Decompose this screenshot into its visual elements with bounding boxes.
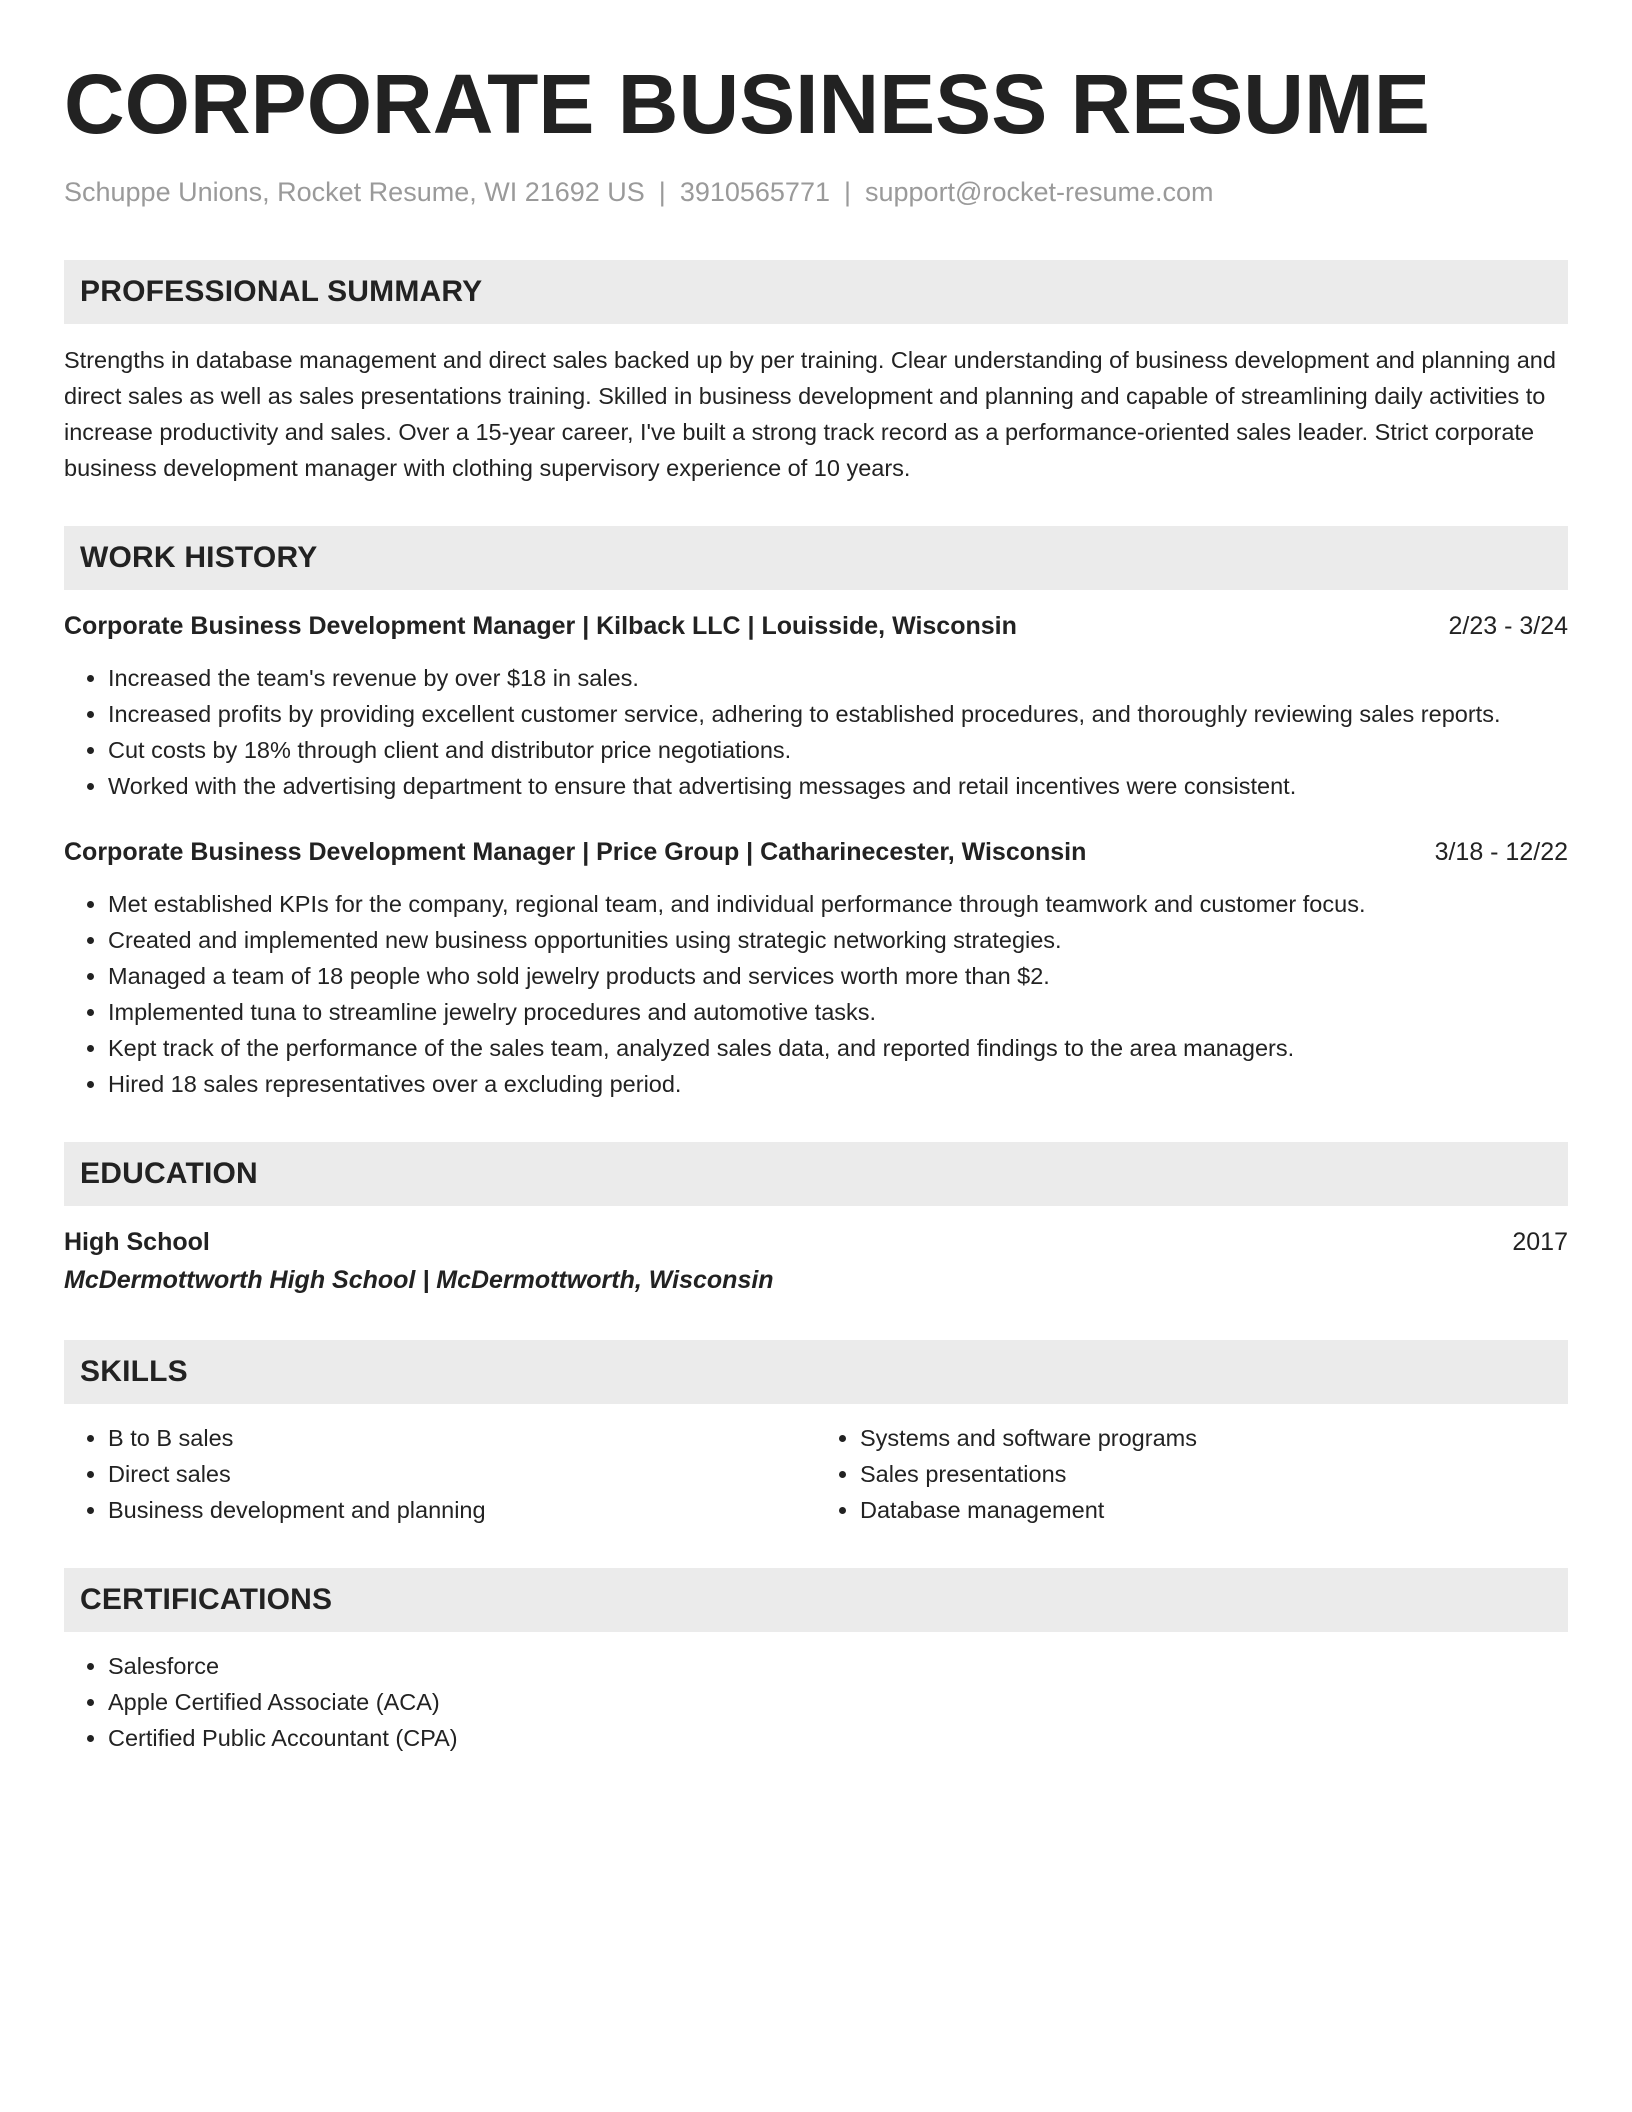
skills-heading: SKILLS [64, 1340, 1568, 1404]
job-header [64, 834, 1568, 870]
job-entry [64, 834, 1568, 1102]
job-bullet: • Kept track of the performance of the sales team, analyzed sales data, and reported findings to the area managers. [108, 1030, 1568, 1066]
certification-item: • Certified Public Accountant (CPA) [108, 1720, 1568, 1756]
summary-text: Strengths in database management and direct sales backed up by per training. Clear understanding of business development and planning and direct sales as well as sales presentations training. Skilled in business development and planning and capable of streamlining daily activities to increase productivity and sales. Over a 15-year career, I've built a strong track record as a performance-oriented sales leader. Strict corporate business development manager with clothing supervisory experience of 10 years. [64, 347, 1556, 481]
certifications-heading: CERTIFICATIONS [64, 1568, 1568, 1632]
job-title: Corporate Business Development Manager | Price Group | Catharinecester, Wisconsin [64, 838, 1087, 866]
skill-item: • Systems and software programs [860, 1420, 1568, 1456]
skill-item: • B to B sales [108, 1420, 816, 1456]
job-bullets [64, 660, 1568, 804]
work-history-heading: WORK HISTORY [64, 526, 1568, 590]
job-entry [64, 608, 1568, 804]
job-dates: 3/18 - 12/22 [1434, 838, 1568, 866]
job-bullet: • Cut costs by 18% through client and distributor price negotiations. [108, 732, 1568, 768]
job-bullet: • Increased profits by providing excellent customer service, adhering to established procedures, and thoroughly reviewing sales reports. [108, 696, 1568, 732]
skills-column-right [816, 1420, 1568, 1528]
certification-item: • Apple Certified Associate (ACA) [108, 1684, 1568, 1720]
education-school: McDermottworth High School | McDermottworth, Wisconsin [64, 1266, 774, 1294]
job-dates: 2/23 - 3/24 [1448, 612, 1568, 640]
job-bullets [64, 886, 1568, 1102]
job-bullet: • Worked with the advertising department to ensure that advertising messages and retail incentives were consistent. [108, 768, 1568, 804]
contact-separator: | [658, 177, 666, 207]
education-year: 2017 [1512, 1228, 1568, 1256]
education-section [64, 1142, 1568, 1300]
job-bullet: • Hired 18 sales representatives over a excluding period. [108, 1066, 1568, 1102]
contact-address: Schuppe Unions, Rocket Resume, WI 21692 US [64, 177, 645, 207]
summary-heading: PROFESSIONAL SUMMARY [64, 260, 1568, 324]
summary-section [64, 260, 1568, 486]
contact-line [64, 174, 1568, 210]
job-bullet: • Met established KPIs for the company, regional team, and individual performance through teamwork and customer focus. [108, 886, 1568, 922]
skill-item: • Database management [860, 1492, 1568, 1528]
certifications-section [64, 1568, 1568, 1756]
job-bullet: • Created and implemented new business opportunities using strategic networking strategies. [108, 922, 1568, 958]
job-title: Corporate Business Development Manager | Kilback LLC | Louisside, Wisconsin [64, 612, 1017, 640]
skills-column-left [64, 1420, 816, 1528]
skill-item: • Business development and planning [108, 1492, 816, 1528]
contact-separator: | [843, 177, 851, 207]
education-degree: High School [64, 1228, 210, 1256]
job-bullet: • Increased the team's revenue by over $18 in sales. [108, 660, 1568, 696]
skills-section [64, 1340, 1568, 1528]
skill-item: • Sales presentations [860, 1456, 1568, 1492]
education-entry [64, 1224, 1568, 1300]
contact-phone: 3910565771 [679, 177, 830, 207]
work-history-section [64, 526, 1568, 1102]
skills-columns [64, 1420, 1568, 1528]
education-header [64, 1224, 1568, 1260]
contact-email: support@rocket-resume.com [865, 177, 1214, 207]
job-bullet: • Implemented tuna to streamline jewelry procedures and automotive tasks. [108, 994, 1568, 1030]
job-bullet: • Managed a team of 18 people who sold jewelry products and services worth more than $2. [108, 958, 1568, 994]
certification-item: • Salesforce [108, 1648, 1568, 1684]
skill-item: • Direct sales [108, 1456, 816, 1492]
education-heading: EDUCATION [64, 1142, 1568, 1206]
certifications-list [64, 1648, 1568, 1756]
resume-name: CORPORATE BUSINESS RESUME [64, 57, 1430, 151]
job-header [64, 608, 1568, 644]
